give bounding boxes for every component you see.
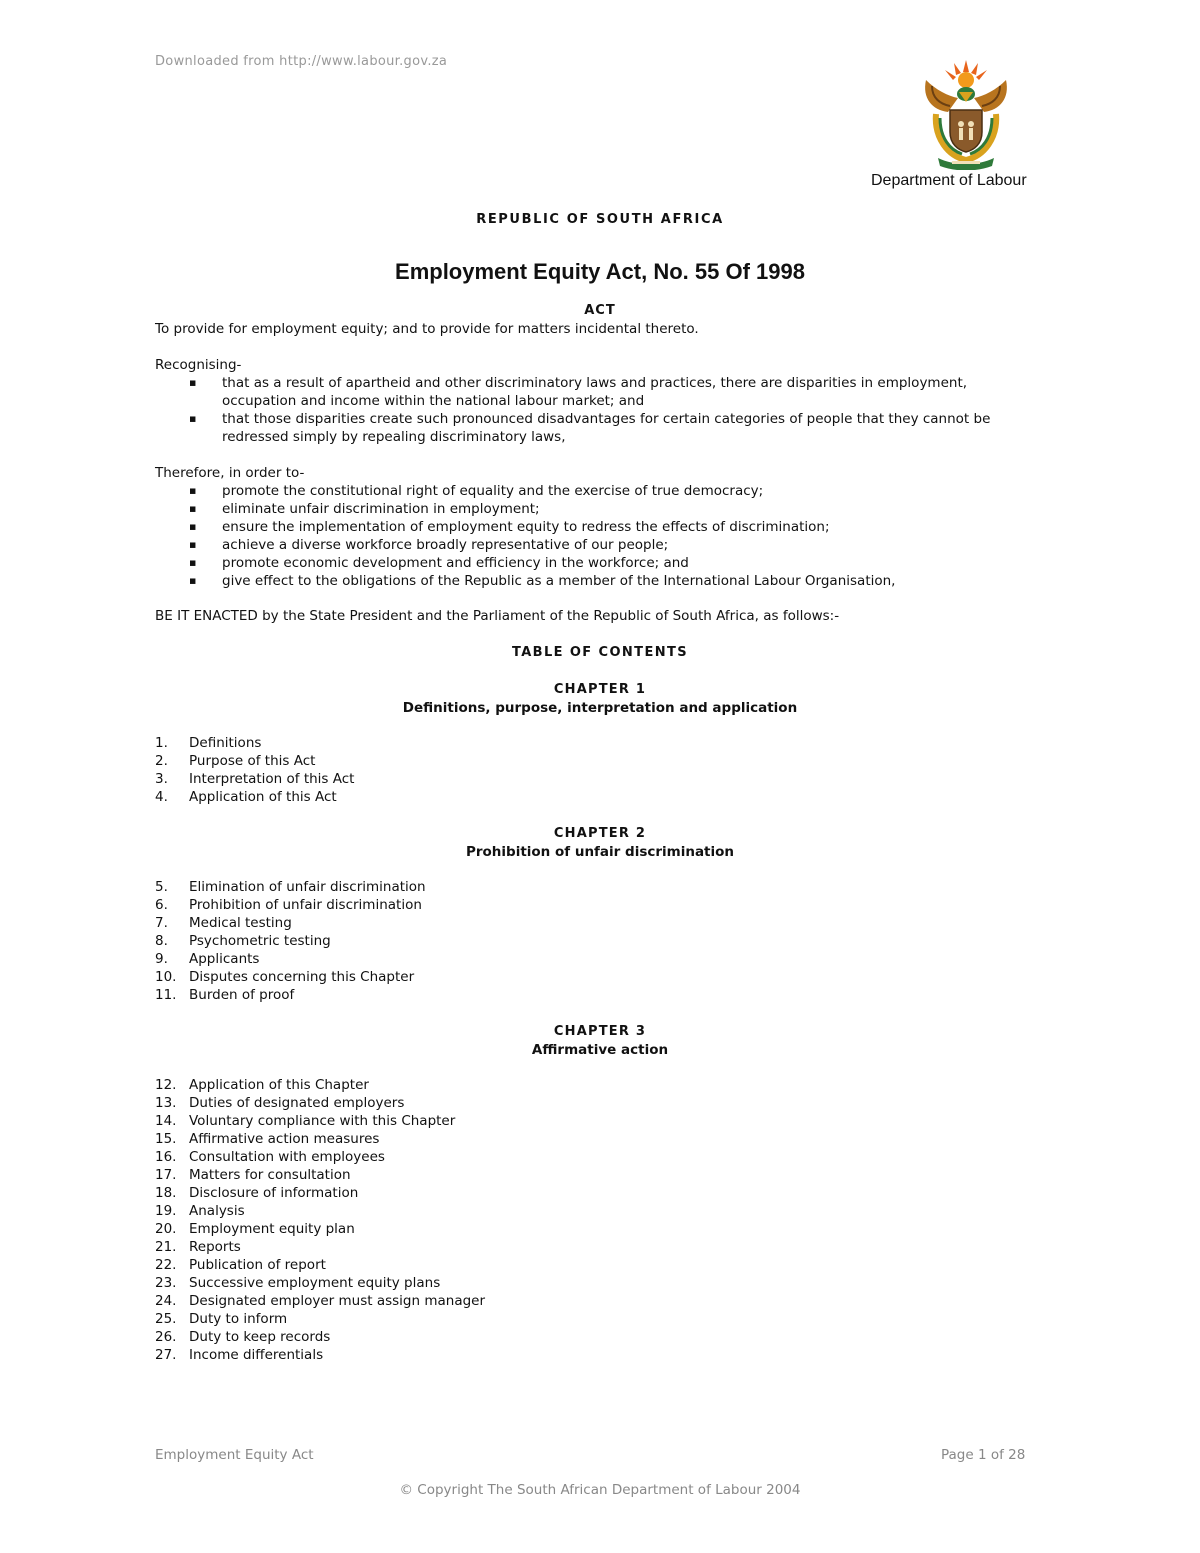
toc-item[interactable] bbox=[155, 1274, 1045, 1292]
toc-item-number: 25. bbox=[155, 1311, 177, 1327]
toc-item-number: 18. bbox=[155, 1185, 177, 1201]
document-body bbox=[155, 208, 1045, 1364]
list-item: ▪ achieve a diverse workforce broadly representative of our people; bbox=[189, 536, 1045, 554]
list-item: ▪ that those disparities create such pronounced disadvantages for certain categories of people that they cannot be redressed simply by repealing discriminatory laws, bbox=[189, 410, 1045, 446]
toc-item-number: 13. bbox=[155, 1095, 177, 1111]
toc-item-number: 11. bbox=[155, 987, 177, 1003]
toc-item-label: Definitions bbox=[189, 735, 262, 751]
coat-of-arms-icon bbox=[918, 58, 1014, 170]
toc-item-number: 6. bbox=[155, 897, 168, 913]
download-note: Downloaded from http://www.labour.gov.za bbox=[155, 54, 448, 69]
toc-item[interactable] bbox=[155, 968, 1045, 986]
toc-item-label: Burden of proof bbox=[189, 987, 295, 1003]
toc-item-number: 17. bbox=[155, 1167, 177, 1183]
list-item: ▪ that as a result of apartheid and other discriminatory laws and practices, there are disparities in employment, occupation and income within the national labour market; and bbox=[189, 374, 1045, 410]
toc-list bbox=[155, 734, 1045, 806]
toc-item-number: 15. bbox=[155, 1131, 177, 1147]
toc-item-number: 26. bbox=[155, 1329, 177, 1345]
toc-item[interactable] bbox=[155, 788, 1045, 806]
toc-list bbox=[155, 878, 1045, 1004]
chapter-label: CHAPTER 2 bbox=[553, 826, 647, 841]
toc-item[interactable] bbox=[155, 1220, 1045, 1238]
toc-item[interactable] bbox=[155, 1292, 1045, 1310]
recognising-lead: Recognising- bbox=[155, 357, 242, 373]
toc-item-label: Elimination of unfair discrimination bbox=[189, 879, 426, 895]
toc-item[interactable] bbox=[155, 1346, 1045, 1364]
toc-item-number: 22. bbox=[155, 1257, 177, 1273]
list-item: ▪ eliminate unfair discrimination in employment; bbox=[189, 500, 1045, 518]
chapter-title: Definitions, purpose, interpretation and application bbox=[402, 700, 798, 716]
footer-document-title: Employment Equity Act bbox=[155, 1447, 314, 1463]
chapter-label: CHAPTER 3 bbox=[553, 1024, 647, 1039]
toc-item-number: 9. bbox=[155, 951, 168, 967]
toc-item-number: 19. bbox=[155, 1203, 177, 1219]
toc-item-label: Publication of report bbox=[189, 1257, 326, 1273]
toc-item-number: 16. bbox=[155, 1149, 177, 1165]
chapter-title: Prohibition of unfair discrimination bbox=[465, 844, 735, 860]
toc-item[interactable] bbox=[155, 878, 1045, 896]
toc-item-label: Successive employment equity plans bbox=[189, 1275, 441, 1291]
toc-item-label: Matters for consultation bbox=[189, 1167, 351, 1183]
toc-item-label: Disputes concerning this Chapter bbox=[189, 969, 415, 985]
toc-item-number: 3. bbox=[155, 771, 168, 787]
enacting-clause: BE IT ENACTED by the State President and the Parliament of the Republic of South Africa, as follows:- bbox=[155, 608, 840, 624]
toc-item-label: Duties of designated employers bbox=[189, 1095, 405, 1111]
toc-item-label: Voluntary compliance with this Chapter bbox=[189, 1113, 456, 1129]
toc-item-label: Duty to keep records bbox=[189, 1329, 331, 1345]
toc-item[interactable] bbox=[155, 770, 1045, 788]
toc-item-label: Reports bbox=[189, 1239, 241, 1255]
toc-item[interactable] bbox=[155, 986, 1045, 1004]
toc-item-label: Consultation with employees bbox=[189, 1149, 385, 1165]
toc-item[interactable] bbox=[155, 734, 1045, 752]
toc-item-number: 8. bbox=[155, 933, 168, 949]
footer-page-number: Page 1 of 28 bbox=[941, 1447, 1026, 1463]
therefore-lead: Therefore, in order to- bbox=[155, 465, 305, 481]
toc-item-number: 20. bbox=[155, 1221, 177, 1237]
toc-item[interactable] bbox=[155, 1130, 1045, 1148]
toc-item[interactable] bbox=[155, 1112, 1045, 1130]
toc-item[interactable] bbox=[155, 1166, 1045, 1184]
toc-item-label: Designated employer must assign manager bbox=[189, 1293, 486, 1309]
toc-item-label: Duty to inform bbox=[189, 1311, 288, 1327]
toc-item[interactable] bbox=[155, 914, 1045, 932]
toc-item[interactable] bbox=[155, 1148, 1045, 1166]
purpose-text: To provide for employment equity; and to provide for matters incidental thereto. bbox=[155, 321, 699, 337]
toc-item-label: Income differentials bbox=[189, 1347, 324, 1363]
list-item: ▪ ensure the implementation of employment equity to redress the effects of discrimination; bbox=[189, 518, 1045, 536]
toc-item[interactable] bbox=[155, 1328, 1045, 1346]
chapter-title: Affirmative action bbox=[531, 1042, 669, 1058]
toc-item-label: Disclosure of information bbox=[189, 1185, 359, 1201]
toc-item[interactable] bbox=[155, 1256, 1045, 1274]
list-item: ▪ give effect to the obligations of the Republic as a member of the International Labour Organisation, bbox=[189, 572, 1045, 590]
therefore-list bbox=[155, 482, 1045, 590]
toc-item-label: Application of this Act bbox=[189, 789, 337, 805]
toc-item-number: 7. bbox=[155, 915, 168, 931]
toc-item-number: 10. bbox=[155, 969, 177, 985]
toc-item-label: Affirmative action measures bbox=[189, 1131, 380, 1147]
department-label: Department of Labour bbox=[871, 172, 1027, 189]
toc-item[interactable] bbox=[155, 1076, 1045, 1094]
toc-item[interactable] bbox=[155, 1094, 1045, 1112]
toc-item-number: 12. bbox=[155, 1077, 177, 1093]
toc-item[interactable] bbox=[155, 752, 1045, 770]
republic-heading: REPUBLIC OF SOUTH AFRICA bbox=[476, 212, 724, 227]
toc-item-number: 1. bbox=[155, 735, 168, 751]
toc-item[interactable] bbox=[155, 896, 1045, 914]
page-title: Employment Equity Act, No. 55 Of 1998 bbox=[395, 259, 805, 284]
toc-item[interactable] bbox=[155, 1310, 1045, 1328]
list-item: ▪ promote economic development and efficiency in the workforce; and bbox=[189, 554, 1045, 572]
act-label: ACT bbox=[584, 303, 616, 318]
toc-item-label: Psychometric testing bbox=[189, 933, 331, 949]
list-item: ▪ promote the constitutional right of equality and the exercise of true democracy; bbox=[189, 482, 1045, 500]
toc-item-label: Employment equity plan bbox=[189, 1221, 355, 1237]
toc-item-label: Application of this Chapter bbox=[189, 1077, 369, 1093]
toc-item[interactable] bbox=[155, 950, 1045, 968]
toc-item-number: 21. bbox=[155, 1239, 177, 1255]
toc-item-label: Prohibition of unfair discrimination bbox=[189, 897, 422, 913]
toc-item[interactable] bbox=[155, 1238, 1045, 1256]
toc-item-number: 5. bbox=[155, 879, 168, 895]
toc-item-label: Purpose of this Act bbox=[189, 753, 316, 769]
toc-heading: TABLE OF CONTENTS bbox=[511, 645, 689, 660]
toc-item[interactable] bbox=[155, 1202, 1045, 1220]
toc-item-number: 2. bbox=[155, 753, 168, 769]
toc-item-label: Medical testing bbox=[189, 915, 292, 931]
toc-item-label: Interpretation of this Act bbox=[189, 771, 355, 787]
toc-item-number: 24. bbox=[155, 1293, 177, 1309]
toc-item-number: 27. bbox=[155, 1347, 177, 1363]
toc-item-number: 14. bbox=[155, 1113, 177, 1129]
copyright-notice: © Copyright The South African Department of Labour 2004 bbox=[399, 1482, 801, 1498]
chapter-label: CHAPTER 1 bbox=[553, 682, 647, 697]
toc-item[interactable] bbox=[155, 1184, 1045, 1202]
toc-list bbox=[155, 1076, 1045, 1364]
toc-item-number: 23. bbox=[155, 1275, 177, 1291]
toc-item-label: Analysis bbox=[189, 1203, 245, 1219]
toc-item-label: Applicants bbox=[189, 951, 260, 967]
recognising-list bbox=[155, 374, 1045, 446]
toc-item-number: 4. bbox=[155, 789, 168, 805]
toc-item[interactable] bbox=[155, 932, 1045, 950]
